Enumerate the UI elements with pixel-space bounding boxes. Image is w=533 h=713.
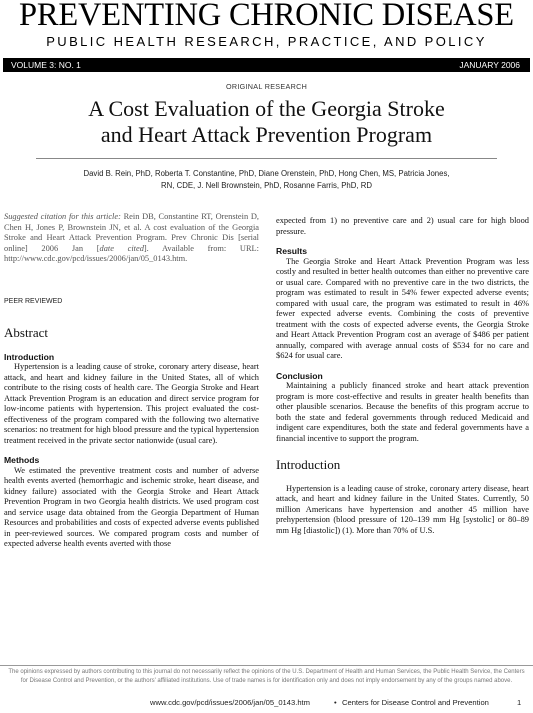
title-line-1: A Cost Evaluation of the Georgia Stroke — [88, 96, 445, 121]
peer-reviewed-label: PEER REVIEWED — [4, 298, 63, 305]
title-line-2: and Heart Attack Prevention Program — [100, 122, 433, 147]
page-number: 1 — [517, 698, 522, 707]
footer-disclaimer: The opinions expressed by authors contributing to this journal do not necessarily reflect the opinions of the U.S. Department of Health and Human Services, the Public Health Service, the Centers for Disease Control and Prevention, or the authors' affiliated institutions. Use of trade names is for identification only and does not imply endorsement by any of the groups named above. — [8, 669, 525, 684]
title-divider — [36, 158, 497, 159]
abstract-conclusion-text: Maintaining a publicly financed stroke and heart attack prevention program is more cost-effective and results in greater health benefits than other plausible scenarios. Because the benefits of this program accrue to both the state and federal governments through reduced Medicaid and indigent care expenditures, both the state and federal governments have a financial incentive to support the program. — [276, 381, 529, 443]
abstract-heading: Abstract — [4, 325, 49, 340]
journal-masthead: PREVENTING CHRONIC DISEASE — [19, 0, 514, 33]
citation-date-cited: date cited — [99, 243, 144, 253]
author-list — [40, 168, 493, 192]
authors-line-2: RN, CDE, J. Nell Brownstein, PhD, Rosanne Farris, PhD, RD — [160, 181, 372, 190]
volume-label: VOLUME 3: NO. 1 — [11, 60, 81, 70]
abstract-methods-continued: expected from 1) no preventive care and 2) usual care for high blood pressure. — [276, 216, 529, 236]
citation-label: Suggested citation for this article: — [4, 212, 121, 221]
abstract-intro-heading: Introduction — [4, 351, 55, 362]
abstract-methods-text: We estimated the preventive treatment costs and number of adverse health events averted (hemorrhagic and ischemic stroke, heart disease, and kidney failure) associated with the Georgia Stroke and Heart Attack Prevention Program in two Georgia health districts. We used program cost and service usage data obtained from the Georgia Department of Human Resources and probabilities and costs of expected adverse events published in peer-reviewed sources. We compared program costs and number of expected adverse health events averted with those — [4, 465, 259, 548]
citation-url[interactable]: ]. Available from: URL: http://www.cdc.gov/pcd/issues/2006/jan/05_0143.htm. — [4, 243, 259, 263]
footer-divider — [0, 665, 533, 666]
authors-line-1: David B. Rein, PhD, Roberta T. Constantine, PhD, Diane Orenstein, PhD, Hong Chen, MS, Patricia Jones, — [83, 169, 450, 178]
footer-bullet: • — [334, 698, 337, 707]
footer-cdc: Centers for Disease Control and Prevention — [342, 698, 489, 707]
journal-tagline: PUBLIC HEALTH RESEARCH, PRACTICE, AND POLICY — [46, 34, 487, 49]
article-kicker: ORIGINAL RESEARCH — [225, 82, 308, 91]
abstract-results-text: The Georgia Stroke and Heart Attack Prevention Program was less costly and resulted in better health outcomes than either no preventive care or usual care. Compared with no preventive care in the two districts, the program was estimated to result in 54% fewer expected adverse events; compared with usual care, the program was estimated to result in 46% fewer expected adverse events. Combining the costs of preventive treatment with the costs of expected adverse events, the Georgia Stroke and Heart Attack Prevention Program cost an average of $486 per patient annually, compared with average annual costs of $534 for no care and $624 for usual care. — [276, 256, 529, 360]
issue-date: JANUARY 2006 — [459, 60, 520, 70]
introduction-heading: Introduction — [276, 457, 341, 472]
introduction-text: Hypertension is a leading cause of stroke, coronary artery disease, heart attack, and heart and kidney failure in the United States. Currently, 50 million Americans have hypertension and another 45 million have prehypertension (blood pressure of 120–139 mm Hg [systolic] or 80–89 mm Hg [diastolic]) (1). More than 70% of U.S. — [276, 483, 529, 535]
abstract-results-heading: Results — [276, 246, 308, 256]
citation-text: Rein DB, Constantine RT, Orenstein D, Chen H, Jones P, Brownstein JN, et al. A cost evaluation of the Georgia Stroke and Heart Attack Prevention Program. Prev Chronic Dis [serial online] 2006 Jan [ — [4, 212, 259, 253]
abstract-methods-heading: Methods — [4, 455, 40, 465]
right-column — [276, 216, 529, 536]
issue-bar — [3, 58, 530, 72]
suggested-citation — [4, 212, 259, 265]
footer-url[interactable]: www.cdc.gov/pcd/issues/2006/jan/05_0143.htm — [150, 698, 310, 707]
abstract-conclusion-heading: Conclusion — [276, 370, 323, 381]
abstract-intro-text: Hypertension is a leading cause of stroke, coronary artery disease, heart attack, and heart and kidney failure in the United States, all of which contribute to the rising costs of health care. The Georgia Stroke and Heart Attack Prevention Program is an education and direct service program for low-income patients with hypertension. This project evaluated the cost-effectiveness of the program compared with the following two alternative scenarios: no treatment for high blood pressure and the typical hypertension treatment received in the private sector nationwide (usual care). — [4, 362, 259, 445]
left-column — [4, 325, 259, 550]
article-title — [20, 96, 513, 148]
